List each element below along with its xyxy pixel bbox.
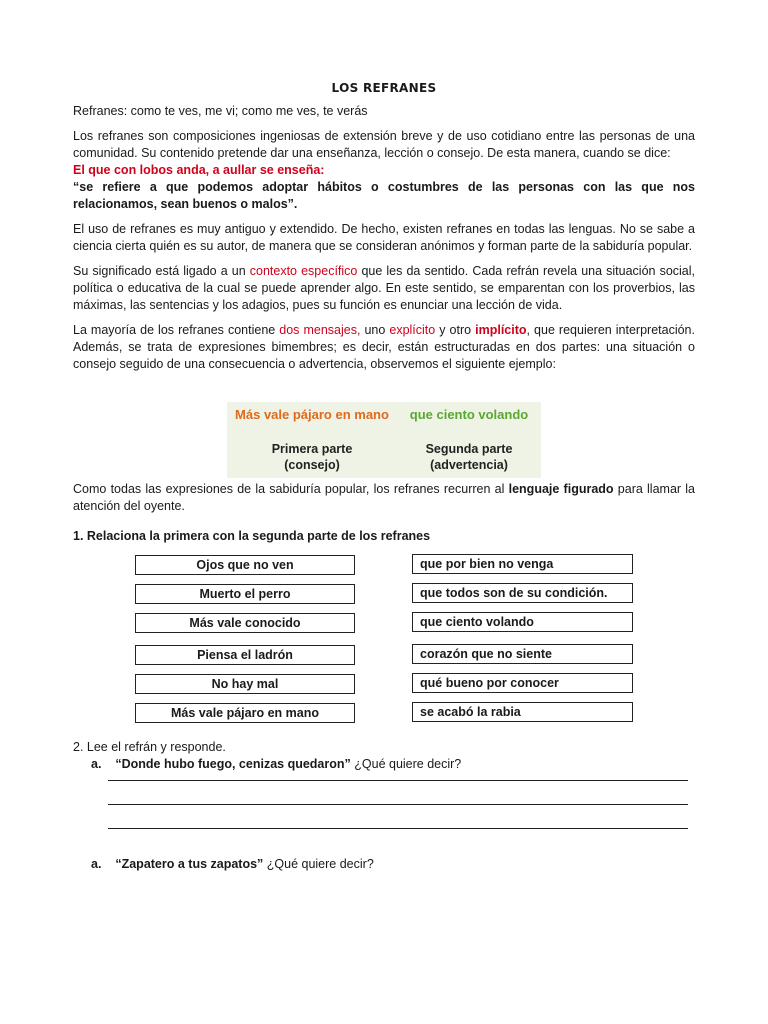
page-title: LOS REFRANES [331,81,437,95]
structure-highlight-two-messages: dos mensajes, [279,323,361,337]
example-proverb: El que con lobos anda, a aullar se enseña: [73,163,325,177]
question-a [91,756,461,773]
right-box-6[interactable]: se acabó la rabia [412,702,633,722]
right-box-1[interactable]: que por bien no venga [412,554,633,574]
right-box-2[interactable]: que todos son de su condición. [412,583,633,603]
exercise-1-title: 1. Relaciona la primera con la segunda parte de los refranes [73,529,431,543]
first-part-sub: (consejo) [284,458,340,472]
paragraph-origin: El uso de refranes es muy antiguo y extendido. De hecho, existen refranes en todas las lenguas. No se sabe a ciencia cierta quién es su autor, de manera que se consideran anónimos y forman parte de la sabiduría popular. [73,222,695,253]
question-b-prompt: ¿Qué quiere decir? [263,857,374,871]
answer-line-1[interactable] [108,780,688,781]
structure-highlight-explicit: explícito [389,323,436,337]
example-explanation: “se refiere a que podemos adoptar hábitos o costumbres de las personas con las que nos relacionamos, sean buenos o malos”. [73,180,695,211]
question-b-quote: “Zapatero a tus zapatos” [115,857,264,871]
right-box-3[interactable]: que ciento volando [412,612,633,632]
structure-highlight-implicit: implícito [475,323,527,337]
right-box-4[interactable]: corazón que no siente [412,644,633,664]
question-a-prompt: ¿Qué quiere decir? [350,757,462,771]
paragraph-structure [73,322,695,373]
structure-text-4: , que requieren interpretación. Además, se trata de expresiones bimembres; es decir, están estructuradas en dos partes: una situación o consejo seguido de una consecuencia o advertencia, observemos el siguiente ejemplo: [73,323,695,371]
question-b [91,856,374,873]
answer-line-2[interactable] [108,804,688,805]
structure-text-2: uno [360,323,390,337]
left-box-2[interactable]: Muerto el perro [135,584,355,604]
question-a-quote: “Donde hubo fuego, cenizas quedaron” [115,757,351,771]
example-first-text: Más vale pájaro en mano [235,407,389,422]
example-second-caption [397,441,541,473]
left-box-4[interactable]: Piensa el ladrón [135,645,355,665]
example-second-part [397,402,541,473]
second-part-label: Segunda parte [425,442,513,456]
example-second-text: que ciento volando [409,407,529,422]
second-part-sub: (advertencia) [430,458,508,472]
meaning-highlight: contexto específico [249,264,358,278]
meaning-text-1: Su significado está ligado a un [73,264,250,278]
structure-text-3: y otro [435,323,476,337]
right-box-5[interactable]: qué bueno por conocer [412,673,633,693]
meaning-text-2: que les da sentido. Cada refrán revela una situación social, política o educativa de la cual se puede aprender algo. En este sentido, se emparentan con los proverbios, las máximas, las sentencias y los adagios, pues su función es enunciar una lección de vida. [73,264,695,312]
answer-line-3[interactable] [108,828,688,829]
structure-text-1: La mayoría de los refranes contiene [73,323,280,337]
left-box-6[interactable]: Más vale pájaro en mano [135,703,355,723]
left-box-1[interactable]: Ojos que no ven [135,555,355,575]
first-part-label: Primera parte [271,442,353,456]
figurative-text-2: para llamar la atención del oyente. [73,482,696,513]
example-first-part [227,402,397,473]
question-b-label: a. [91,857,102,871]
paragraph-meaning [73,263,695,314]
example-box [227,402,541,478]
document-body [73,80,695,381]
question-a-label: a. [91,757,102,771]
figurative-bold: lenguaje figurado [508,482,614,496]
example-first-caption [227,441,397,473]
paragraph-definition [73,128,695,213]
left-box-3[interactable]: Más vale conocido [135,613,355,633]
exercise-2-title: 2. Lee el refrán y responde. [73,740,226,754]
definition-text: Los refranes son composiciones ingeniosas de extensión breve y de uso cotidiano entre las personas de una comunidad. Su contenido pretende dar una enseñanza, lección o consejo. De esta manera, cuando se dice: [73,129,695,160]
paragraph-figurative [73,481,695,515]
left-box-5[interactable]: No hay mal [135,674,355,694]
figurative-text-1: Como todas las expresiones de la sabiduría popular, los refranes recurren al [73,482,509,496]
intro-line: Refranes: como te ves, me vi; como me ves, te verás [73,104,368,118]
